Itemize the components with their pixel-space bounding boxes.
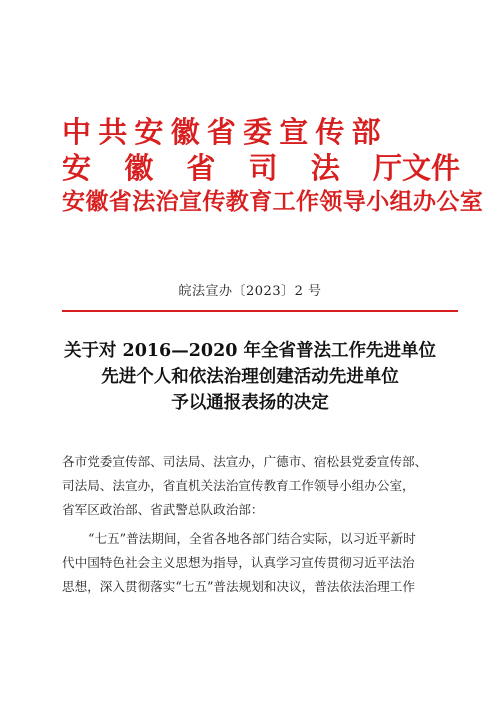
title-line-1: 关于对 2016—2020 年全省普法工作先进单位 (63, 341, 437, 361)
paragraph-1-line-1: “七五”普法期间，全省各地各部门结合实际，以习近平新时 (88, 531, 416, 546)
recipients-line-1: 各市党委宣传部、司法局、法宣办，广德市、宿松县党委宣传部、 (62, 454, 428, 469)
paragraph-1-line-3: 思想，深入贯彻落实“七五”普法规划和决议，普法依法治理工作 (62, 579, 415, 594)
issuer-line-1: 中共安徽省委宣传部 (62, 115, 388, 149)
issuer-line-2-char: 司 (248, 151, 278, 185)
issuer-line-3: 安徽省法治宣传教育工作领导小组办公室 (62, 188, 484, 215)
issuer-line-2-suffix: 厅文件 (372, 151, 460, 185)
title-line-3: 予以通报表扬的决定 (171, 393, 329, 413)
paragraph-1-line-2: 代中国特色社会主义思想为指导，认真学习宣传贯彻习近平法治 (62, 555, 415, 570)
red-separator-line (62, 310, 458, 312)
issuer-line-2-char: 省 (186, 151, 216, 185)
recipients-line-3: 省军区政治部、省武警总队政治部： (62, 502, 264, 517)
issuer-line-2-char: 徽 (124, 151, 154, 185)
document-number: 皖法宣办〔2023〕2 号 (178, 284, 322, 299)
issuer-line-2-char: 法 (310, 151, 340, 185)
document-title (40, 338, 460, 416)
issuer-line-2-char: 安 (62, 151, 92, 185)
recipients-line-2: 司法局、法宣办，省直机关法治宣传教育工作领导小组办公室， (62, 478, 415, 493)
title-line-2: 先进个人和依法治理创建活动先进单位 (101, 367, 399, 387)
issuer-header (62, 115, 484, 220)
issuer-line-2 (62, 151, 460, 190)
document-body (62, 450, 462, 599)
